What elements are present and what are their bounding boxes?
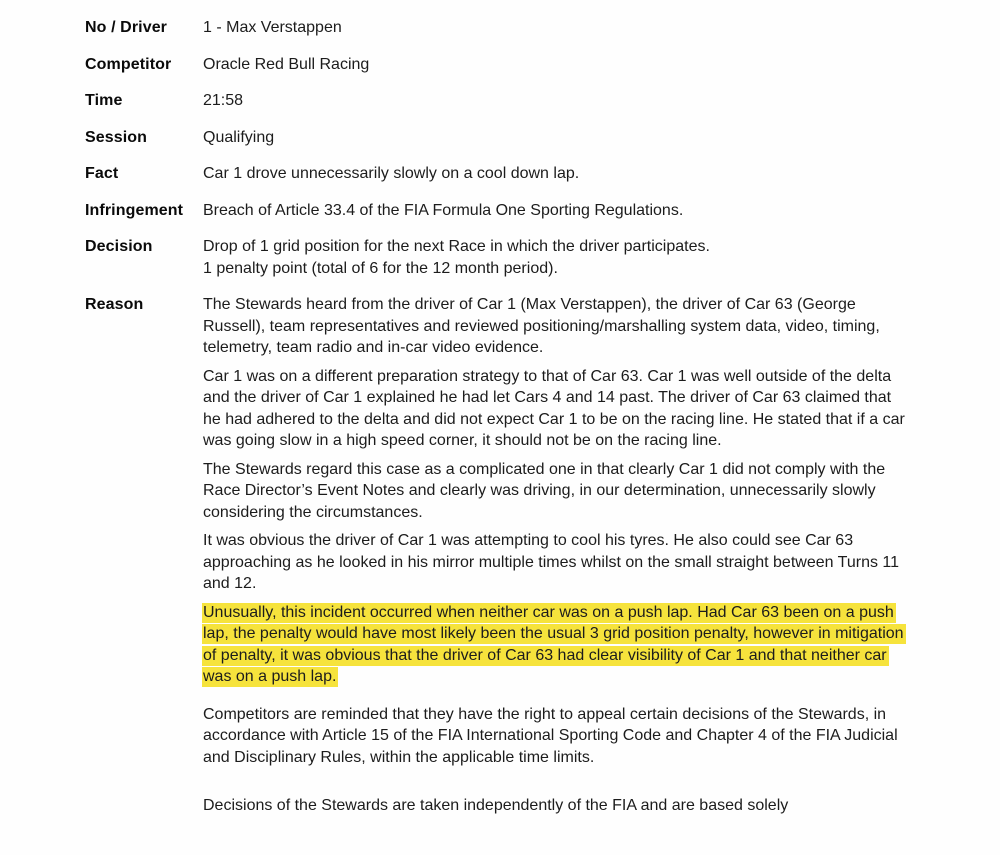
field-label: No / Driver (85, 19, 168, 36)
field-row-no-driver (85, 17, 908, 39)
field-label: Fact (85, 165, 119, 182)
reason-paragraph: Car 1 was on a different preparation strategy to that of Car 63. Car 1 was well outside of the delta and the driver of Car 1 explained he had let Cars 4 and 14 past. The driver of Car 63 claimed that he had adhered to the delta and did not expect Car 1 to be on the racing line. He stated that if a car was going slow in a high speed corner, it should not be on the racing line. (203, 367, 905, 449)
field-text: Oracle Red Bull Racing (203, 55, 370, 73)
field-value (203, 127, 908, 149)
field-value (203, 90, 908, 112)
field-value (203, 54, 908, 76)
field-text: Qualifying (203, 128, 275, 146)
field-row-infringement (85, 200, 908, 222)
field-value (203, 294, 908, 817)
reason-paragraph: Competitors are reminded that they have the right to appeal certain decisions of the Stewards, in accordance with Article 15 of the FIA International Sporting Code and Chapter 4 of the FIA Judicial and Disciplinary Rules, within the applicable time limits. (203, 705, 898, 766)
field-row-competitor (85, 54, 908, 76)
field-value (203, 17, 908, 39)
reason-paragraph: It was obvious the driver of Car 1 was attempting to cool his tyres. He also could see Car 63 approaching as he looked in his mirror multiple times whilst on the small straight between Turns 11 and 12. (203, 532, 900, 592)
field-label: Reason (85, 296, 144, 313)
field-text: Breach of Article 33.4 of the FIA Formula One Sporting Regulations. (203, 201, 684, 219)
field-row-reason (85, 294, 908, 817)
field-row-session (85, 127, 908, 149)
field-row-time (85, 90, 908, 112)
highlight-marker: Unusually, this incident occurred when neither car was on a push lap. Had Car 63 been on a push lap, the penalty would have most likely been the usual 3 grid position penalty, however in mitigation of penalty, it was obvious that the driver of Car 63 had clear visibility of Car 1 and that neither car was on a push lap. (203, 603, 904, 685)
field-label: Infringement (85, 201, 184, 219)
reason-paragraph: The Stewards regard this case as a complicated one in that clearly Car 1 did not comply with the Race Director’s Event Notes and clearly was driving, in our determination, unnecessarily slowly considering the circumstances. (203, 460, 886, 521)
field-text: 1 - Max Verstappen (203, 19, 342, 36)
decision-line: Drop of 1 grid position for the next Race in which the driver participates. (203, 238, 710, 255)
field-text: Car 1 drove unnecessarily slowly on a cool down lap. (203, 165, 580, 182)
field-text: 21:58 (203, 92, 244, 109)
field-value (203, 236, 908, 279)
field-label: Session (85, 128, 148, 146)
reason-paragraph: Decisions of the Stewards are taken independently of the FIA and are based solely (203, 797, 789, 814)
field-value (203, 200, 908, 222)
field-label: Decision (85, 238, 153, 255)
field-row-fact (85, 163, 908, 185)
reason-paragraph: The Stewards heard from the driver of Car 1 (Max Verstappen), the driver of Car 63 (George Russell), team representatives and reviewed positioning/marshalling system data, video, timing, telemetry, team radio and in-car video evidence. (203, 296, 880, 356)
field-label: Competitor (85, 55, 172, 73)
field-label: Time (85, 92, 123, 109)
field-value (203, 163, 908, 185)
field-row-decision (85, 236, 908, 279)
decision-line: 1 penalty point (total of 6 for the 12 month period). (203, 259, 558, 277)
highlighted-paragraph (203, 602, 908, 688)
